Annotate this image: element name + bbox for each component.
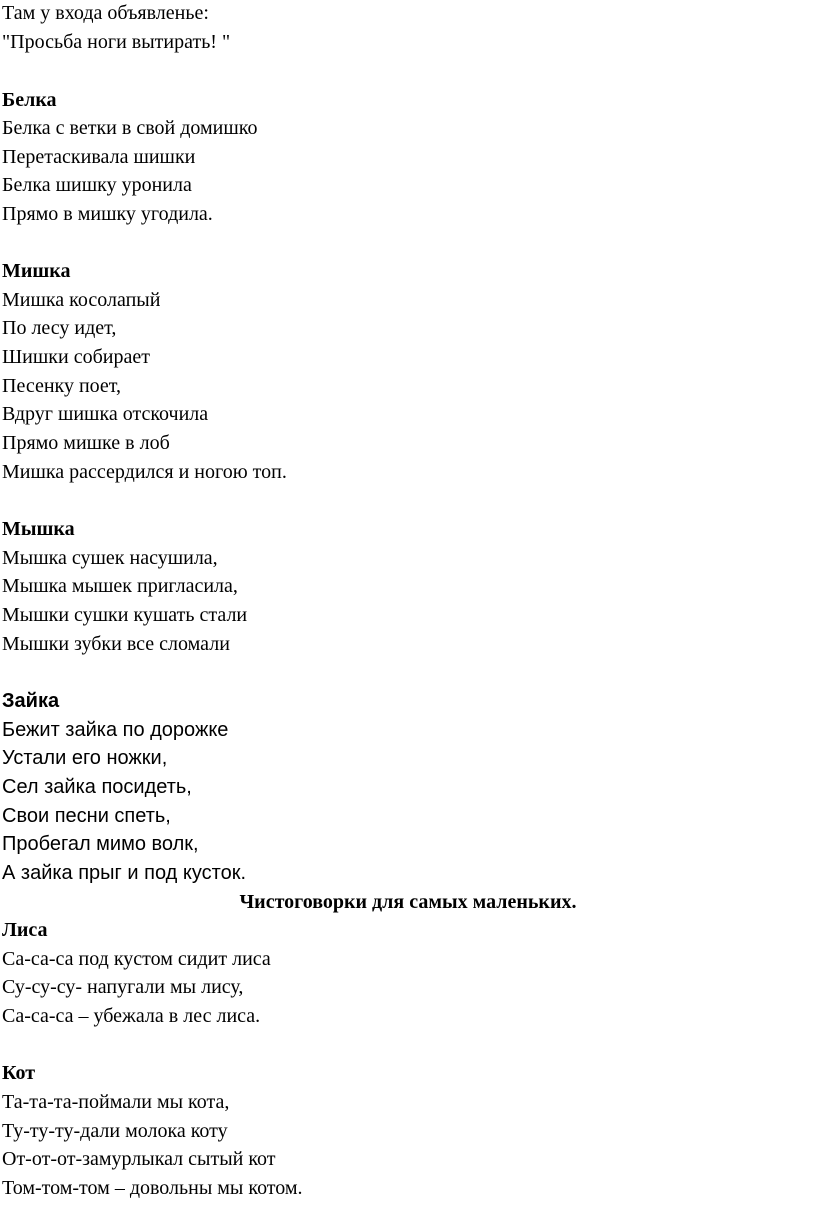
mouse-line: Мышка сушек насушила, — [2, 547, 218, 569]
squirrel-line: Перетаскивала шишки — [2, 146, 196, 168]
bear-line: Вдруг шишка отскочила — [2, 403, 209, 425]
fox-heading: Лиса — [2, 919, 48, 941]
hare-line: Сел зайка посидеть, — [2, 776, 192, 798]
squirrel-line: Белка с ветки в свой домишко — [2, 117, 258, 139]
bear-heading: Мишка — [2, 260, 71, 282]
mouse-line: Мышки зубки все сломали — [2, 633, 230, 655]
fox-line: Су-су-су- напугали мы лису, — [2, 976, 244, 998]
bear-line: Песенку поет, — [2, 375, 122, 397]
fox-line: Са-са-са под кустом сидит лиса — [2, 948, 271, 970]
cat-line: Ту-ту-ту-дали молока коту — [2, 1120, 228, 1142]
bear-line: Прямо мишке в лоб — [2, 432, 170, 454]
squirrel-line: Прямо в мишку угодила. — [2, 203, 213, 225]
bear-line: Мишка рассердился и ногою топ. — [2, 461, 287, 483]
fox-line: Са-са-са – убежала в лес лиса. — [2, 1005, 261, 1027]
mouse-heading: Мышка — [2, 518, 75, 540]
cat-heading: Кот — [2, 1062, 36, 1084]
hare-line: Бежит зайка по дорожке — [2, 719, 229, 741]
squirrel-line: Белка шишку уронила — [2, 174, 192, 196]
hare-heading: Зайка — [2, 690, 60, 712]
hare-line: А зайка прыг и под кусток. — [2, 862, 246, 884]
intro-line: "Просьба ноги вытирать! " — [2, 31, 231, 53]
bear-line: Шишки собирает — [2, 346, 150, 368]
mouse-line: Мышка мышек пригласила, — [2, 575, 238, 597]
mouse-line: Мышки сушки кушать стали — [2, 604, 248, 626]
hare-line: Пробегал мимо волк, — [2, 833, 199, 855]
intro-line: Там у входа объявленье: — [2, 2, 209, 24]
squirrel-heading: Белка — [2, 89, 57, 111]
cat-line: Том-том-том – довольны мы котом. — [2, 1177, 303, 1199]
cat-line: Та-та-та-поймали мы кота, — [2, 1091, 230, 1113]
tongue-twisters-title: Чистоговорки для самых маленьких. — [239, 891, 577, 913]
hare-line: Свои песни спеть, — [2, 805, 171, 827]
cat-line: От-от-от-замурлыкал сытый кот — [2, 1148, 276, 1170]
bear-line: По лесу идет, — [2, 317, 117, 339]
bear-line: Мишка косолапый — [2, 289, 161, 311]
hare-line: Устали его ножки, — [2, 747, 168, 769]
